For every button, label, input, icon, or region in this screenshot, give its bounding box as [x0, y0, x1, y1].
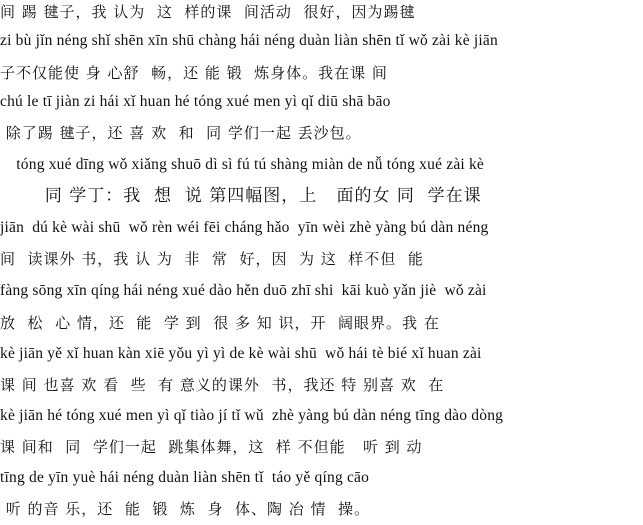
text-line-6: 放 松 心 情，还 能 学 到 很 多 知 识，开 阔眼界。我 在 [0, 314, 440, 332]
text-line-2: 子不仅能使 身 心舒 畅，还 能 锻 炼身体。我在课 间 [0, 64, 388, 82]
text-line-5: 间 读课外 书，我 认 为 非 常 好，因 为 这 样不但 能 [0, 250, 424, 268]
text-line-7: 课 间 也喜 欢 看 些 有 意义的课外 书，我还 特 别喜 欢 在 [0, 376, 445, 394]
pinyin-line-6: kè jiān yě xǐ huan kàn xiē yǒu yì yì de kè wài shū wǒ hái tè bié xǐ huan zài [0, 345, 482, 362]
pinyin-line-1: zi bù jǐn néng shǐ shēn xīn shū chàng hái néng duàn liàn shēn tǐ wǒ zài kè jiān [0, 32, 498, 49]
text-line-9: 听 的音 乐，还 能 锻 炼 身 体、陶 冶 情 操。 [0, 500, 371, 518]
pinyin-line-3: tóng xué dīng wǒ xiǎng shuō dì sì fú tú shàng miàn de nǚ tóng xué zài kè [0, 156, 485, 173]
text-line-4: 同 学丁：我 想 说 第四幅图，上 面的女 同 学在课 [0, 186, 482, 206]
text-line-3: 除了踢 毽子，还 喜 欢 和 同 学们一起 丢沙包。 [0, 124, 362, 142]
text-line-8: 课 间和 同 学们一起 跳集体舞，这 样 不但能 听 到 动 [0, 438, 423, 456]
pinyin-line-8: tīng de yīn yuè hái néng duàn liàn shēn tǐ táo yě qíng cāo [0, 469, 370, 486]
pinyin-line-5: fàng sōng xīn qíng hái néng xué dào hěn duō zhī shi kāi kuò yǎn jiè wǒ zài [0, 282, 487, 299]
text-line-1: 间 踢 毽子，我 认为 这 样的课 间活动 很好，因为踢毽 [0, 3, 416, 21]
pinyin-line-2: chú le tī jiàn zi hái xǐ huan hé tóng xué men yì qǐ diū shā bāo [0, 93, 391, 110]
pinyin-line-7: kè jiān hé tóng xué men yì qǐ tiào jí tǐ wǔ zhè yàng bú dàn néng tīng dào dòng [0, 407, 504, 424]
pinyin-line-4: jiān dú kè wài shū wǒ rèn wéi fēi cháng hǎo yīn wèi zhè yàng bú dàn néng [0, 219, 489, 236]
